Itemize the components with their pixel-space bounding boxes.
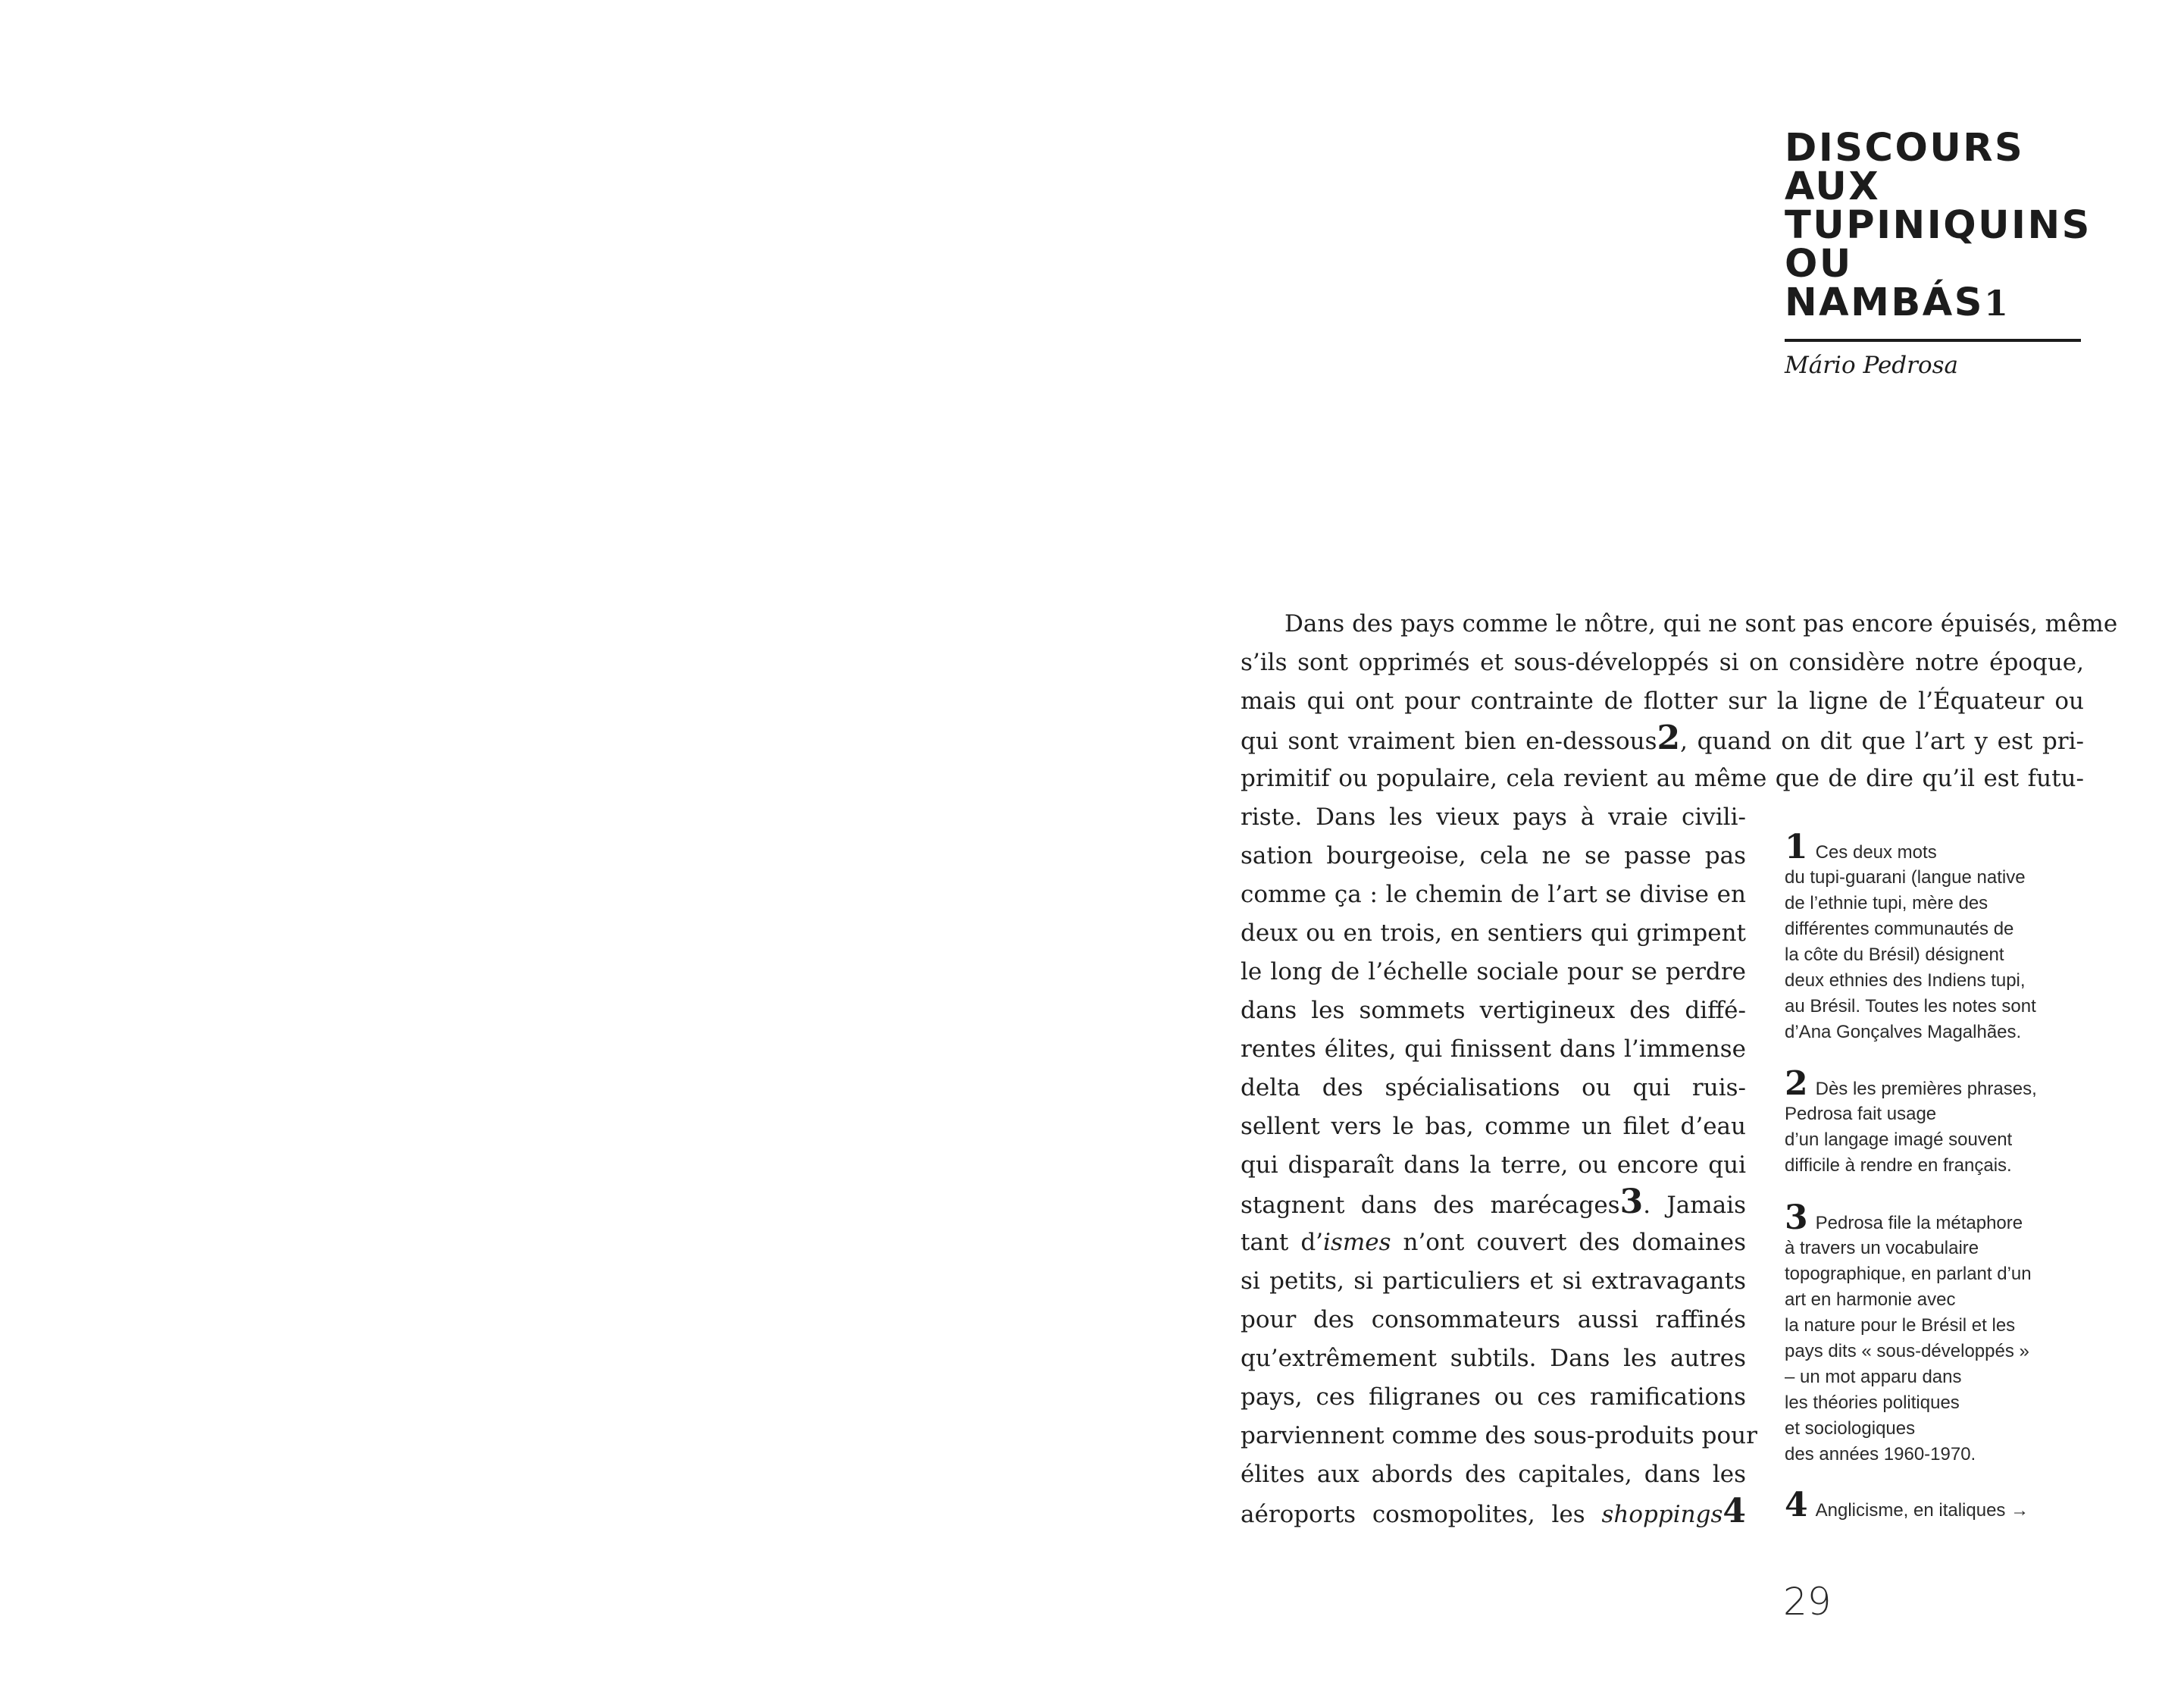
note-line: à travers un vocabulaire (1785, 1238, 1979, 1258)
page-number: 29 (1783, 1580, 1832, 1624)
title-line: OU (1785, 242, 1853, 287)
note-line: la côte du Brésil) désignent (1785, 944, 2004, 965)
body-text: , quand on dit que l’art y est pri- (1680, 728, 2084, 755)
note-line: pays dits « sous-développés » (1785, 1341, 2029, 1361)
body-line: primitif ou populaire, cela revient au même que de dire qu’il est futu- (1241, 765, 2084, 792)
body-text: aéroports cosmopolites, les (1241, 1501, 1602, 1528)
note-number: 3 (1785, 1198, 1808, 1237)
note-text: Dès les premières phrases, (1815, 1079, 2037, 1099)
article-title (1785, 126, 2092, 325)
body-text: n’ont couvert des domaines (1391, 1229, 1746, 1256)
note-line: – un mot apparu dans (1785, 1367, 1962, 1387)
note-ref-4[interactable]: 4 (1722, 1492, 1746, 1530)
body-line: sellent vers le bas, comme un filet d’eau (1241, 1113, 1746, 1140)
body-line (1241, 1226, 1746, 1259)
body-line (1241, 719, 2084, 757)
note-text: Anglicisme, en italiques → (1815, 1500, 2029, 1521)
note-line: difficile à rendre en français. (1785, 1155, 2012, 1176)
note-line: Pedrosa fait usage (1785, 1104, 1937, 1124)
title-divider (1785, 339, 2081, 342)
body-text: stagnent dans des marécages (1241, 1192, 1620, 1219)
body-line: pays, ces filigranes ou ces ramifications (1241, 1383, 1746, 1411)
note-line: des années 1960-1970. (1785, 1444, 1976, 1464)
note-4-first-line (1785, 1486, 2029, 1524)
body-line: deux ou en trois, en sentiers qui grimpent (1241, 919, 1746, 947)
note-line: du tupi-guarani (langue native (1785, 867, 2026, 888)
note-line: et sociologiques (1785, 1418, 1916, 1439)
note-ref-3[interactable]: 3 (1619, 1183, 1644, 1221)
italic-term: ismes (1323, 1229, 1391, 1256)
note-2-first-line (1785, 1064, 2037, 1103)
note-number: 1 (1785, 828, 1808, 866)
body-line: s’ils sont opprimés et sous-développés si on considère notre époque, (1241, 649, 2084, 676)
body-line (1241, 1492, 1746, 1530)
body-line: si petits, si particuliers et si extravagants (1241, 1267, 1746, 1295)
body-text: . Jamais (1643, 1192, 1746, 1219)
note-line: au Brésil. Toutes les notes sont (1785, 996, 2036, 1017)
title-note-ref: 1 (1983, 283, 2008, 324)
body-line: rentes élites, qui finissent dans l’immense (1241, 1035, 1746, 1063)
note-1-first-line (1785, 828, 1937, 866)
note-text: Ces deux mots (1815, 842, 1937, 863)
note-line: différentes communautés de (1785, 919, 2014, 939)
title-line: TUPINIQUINS (1785, 203, 2092, 248)
body-line: élites aux abords des capitales, dans les (1241, 1461, 1746, 1488)
body-line: comme ça : le chemin de l’art se divise en (1241, 881, 1746, 908)
body-line: Dans des pays comme le nôtre, qui ne sont pas encore épuisés, même (1284, 610, 2118, 637)
note-number: 2 (1785, 1064, 1808, 1103)
body-line: riste. Dans les vieux pays à vraie civili- (1241, 804, 1746, 831)
author-name: Mário Pedrosa (1785, 352, 1959, 379)
title-line: DISCOURS (1785, 126, 2025, 171)
note-line: art en harmonie avec (1785, 1289, 1956, 1310)
body-text: tant d’ (1241, 1229, 1324, 1256)
body-line: le long de l’échelle sociale pour se perdre (1241, 958, 1746, 985)
note-line: deux ethnies des Indiens tupi, (1785, 970, 2026, 991)
note-line: d’Ana Gonçalves Magalhães. (1785, 1022, 2022, 1042)
note-line: d’un langage imagé souvent (1785, 1129, 2013, 1150)
note-text: Pedrosa file la métaphore (1815, 1213, 2023, 1233)
title-line: AUX (1785, 164, 1881, 209)
body-line: dans les sommets vertigineux des diffé- (1241, 997, 1746, 1024)
note-number: 4 (1785, 1486, 1808, 1524)
title-last-word: NAMBÁS (1785, 280, 1984, 325)
note-line: de l’ethnie tupi, mère des (1785, 893, 1988, 913)
body-line: delta des spécialisations ou qui ruis- (1241, 1074, 1746, 1101)
body-line: pour des consommateurs aussi raffinés (1241, 1306, 1746, 1333)
body-line: mais qui ont pour contrainte de flotter sur la ligne de l’Équateur ou (1241, 688, 2084, 715)
body-line: qui disparaît dans la terre, ou encore qui (1241, 1151, 1746, 1179)
title-line (1785, 280, 2084, 325)
note-line: topographique, en parlant d’un (1785, 1264, 2032, 1284)
body-text: qui sont vraiment bien en-dessous (1241, 728, 1657, 755)
body-line: parviennent comme des sous-produits pour (1241, 1422, 1757, 1449)
body-line (1241, 1183, 1746, 1221)
italic-term: shoppings (1601, 1501, 1723, 1528)
note-line: la nature pour le Brésil et les (1785, 1315, 2016, 1336)
note-ref-2[interactable]: 2 (1657, 719, 1681, 757)
note-3-first-line (1785, 1198, 2023, 1237)
note-line: les théories politiques (1785, 1392, 1960, 1413)
body-line: qu’extrêmement subtils. Dans les autres (1241, 1345, 1746, 1372)
body-line: sation bourgeoise, cela ne se passe pas (1241, 842, 1746, 869)
